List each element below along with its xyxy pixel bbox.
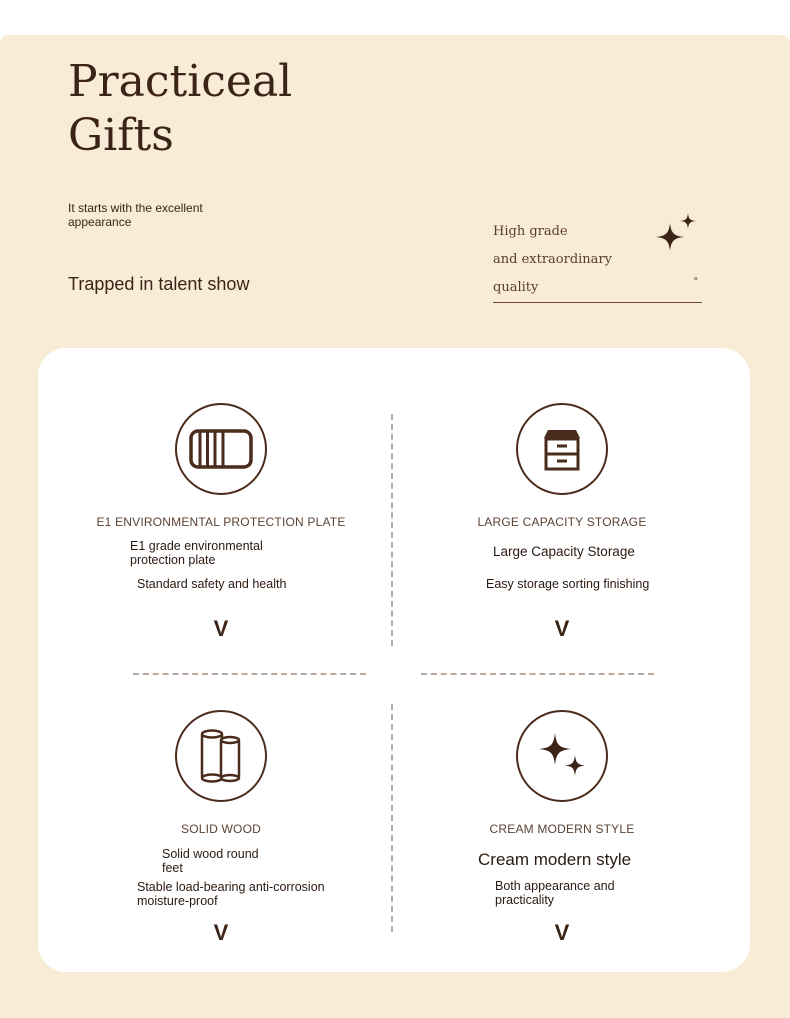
- feature-title: LARGE CAPACITY STORAGE: [477, 515, 647, 529]
- feature-solid-wood: [71, 710, 371, 836]
- title-line-1: Practiceal: [68, 56, 293, 107]
- feature-cream-style: [412, 710, 712, 836]
- feature-line-2: Both appearance and practicality: [495, 879, 615, 907]
- feature-title: SOLID WOOD: [180, 822, 261, 836]
- horizontal-divider-left: [133, 673, 366, 675]
- quality-line-1: High grade: [493, 224, 568, 239]
- feature-line-2: Stable load-bearing anti-corrosion moisture-proof: [137, 880, 325, 908]
- check-mark: V: [554, 616, 570, 641]
- tagline: Trapped in talent show: [68, 274, 250, 294]
- vertical-divider-top: [391, 414, 393, 646]
- feature-icon-circle: [516, 403, 608, 495]
- check-mark: V: [213, 920, 229, 945]
- quality-line-2: and extraordinary: [493, 252, 612, 267]
- sparkle-icon: [531, 725, 593, 787]
- features-card: [38, 348, 750, 972]
- storage-box-icon: [542, 426, 582, 472]
- check-mark: V: [213, 616, 229, 641]
- feature-line-2: Standard safety and health: [137, 577, 287, 591]
- intro-text: It starts with the excellent appearance: [68, 201, 203, 229]
- feature-line-1: E1 grade environmental protection plate: [130, 539, 263, 567]
- vertical-divider-bottom: [391, 704, 393, 932]
- quality-line-3: quality: [493, 280, 539, 295]
- title-line-2: Gifts: [68, 110, 174, 161]
- feature-icon-circle: [175, 710, 267, 802]
- feature-icon-circle: [175, 403, 267, 495]
- feature-line-1: Large Capacity Storage: [493, 544, 635, 559]
- page-title: [68, 55, 292, 163]
- quality-dot: °: [693, 276, 698, 288]
- check-mark: V: [554, 920, 570, 945]
- feature-title: E1 ENVIRONMENTAL PROTECTION PLATE: [96, 515, 346, 529]
- horizontal-divider-right: [421, 673, 654, 675]
- feature-line-2: Easy storage sorting finishing: [486, 577, 650, 591]
- sparkle-icon: [650, 213, 702, 261]
- feature-line-1: Solid wood round feet: [162, 847, 259, 875]
- feature-title: CREAM MODERN STYLE: [489, 822, 635, 836]
- feature-icon-circle: [516, 710, 608, 802]
- wood-log-icon: [196, 728, 246, 784]
- feature-line-1: Cream modern style: [478, 850, 632, 869]
- board-icon: [189, 427, 253, 471]
- feature-large-storage: [412, 403, 712, 529]
- feature-e1-plate: [71, 403, 371, 529]
